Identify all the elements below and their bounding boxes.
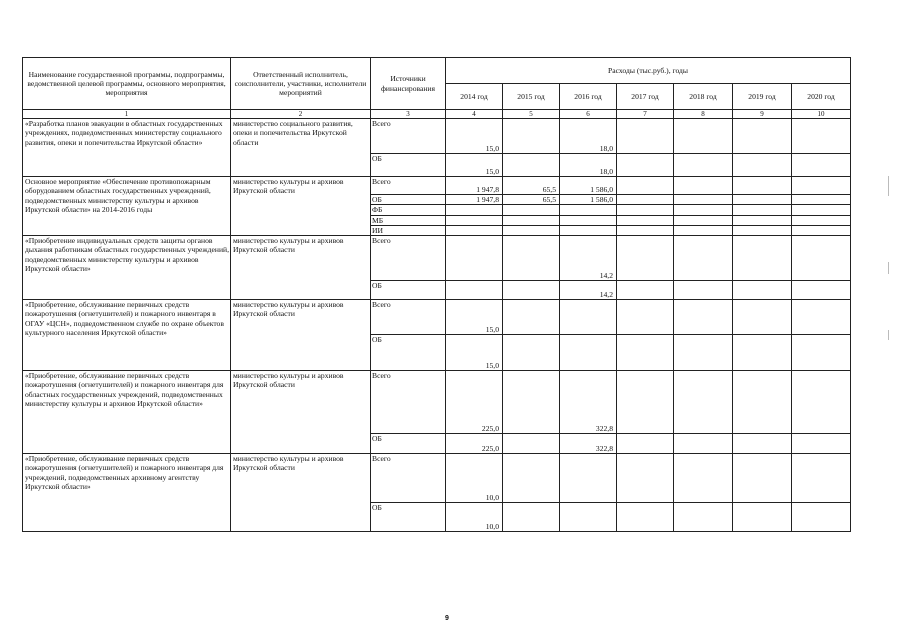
expense-value <box>674 503 733 532</box>
expense-value <box>446 205 503 215</box>
expense-value: 1 947,8 <box>446 177 503 195</box>
expense-value: 15,0 <box>446 154 503 177</box>
expense-value <box>674 300 733 335</box>
expense-value <box>733 205 792 215</box>
funding-source: ФБ <box>371 205 446 215</box>
expense-value <box>733 215 792 225</box>
column-number: 2 <box>231 110 371 119</box>
expense-value <box>617 215 674 225</box>
expense-value <box>733 195 792 205</box>
expense-value: 14,2 <box>560 281 617 300</box>
executor: министерство культуры и архивов Иркутской области <box>231 454 371 532</box>
expense-value <box>503 454 560 503</box>
expense-value <box>503 119 560 154</box>
executor: министерство социального развития, опеки и попечительства Иркутской области <box>231 119 371 177</box>
measure-name: Основное мероприятие «Обеспечение противопожарным оборудованием областных государственных учреждений, подведомственных министерству культуры и архивов Иркутской области» на 2014-2016 годы <box>23 177 231 236</box>
expense-value <box>617 503 674 532</box>
expense-value <box>503 503 560 532</box>
expense-value <box>674 205 733 215</box>
expense-value: 15,0 <box>446 300 503 335</box>
scan-edge-mark <box>888 330 889 340</box>
header-year: 2017 год <box>617 84 674 110</box>
expense-value <box>617 225 674 235</box>
expense-value <box>792 215 851 225</box>
scan-edge-mark <box>888 176 889 196</box>
funding-source: Всего <box>371 177 446 195</box>
expense-value: 225,0 <box>446 434 503 454</box>
table-body <box>23 119 851 532</box>
expense-value: 65,5 <box>503 177 560 195</box>
expense-value <box>503 225 560 235</box>
expense-value <box>617 371 674 434</box>
funding-source: Всего <box>371 236 446 281</box>
expense-value <box>617 335 674 371</box>
column-number: 1 <box>23 110 231 119</box>
expense-value <box>560 335 617 371</box>
measure-name: «Приобретение индивидуальных средств защиты органов дыхания работникам областных государственных учреждений, подведомственных министерству культуры и архивов Иркутской области» <box>23 236 231 300</box>
measure-name: «Приобретение, обслуживание первичных средств пожаротушения (огнетушителей) и пожарного инвентаря в ОГАУ «ЦСН», подведомственном службе по охране объектов культурного населения Иркутской области» <box>23 300 231 371</box>
expense-value <box>792 236 851 281</box>
table-row <box>23 119 851 154</box>
expense-value <box>560 300 617 335</box>
funding-source: Всего <box>371 371 446 434</box>
expense-value <box>560 503 617 532</box>
header-funding-source: Источники финансирования <box>371 58 446 110</box>
expense-value: 10,0 <box>446 503 503 532</box>
column-number: 4 <box>446 110 503 119</box>
expense-value: 10,0 <box>446 454 503 503</box>
expense-value <box>792 154 851 177</box>
expense-value <box>674 434 733 454</box>
header-expenses: Расходы (тыс.руб.), годы <box>446 58 851 84</box>
column-number: 9 <box>733 110 792 119</box>
column-number: 5 <box>503 110 560 119</box>
expense-value <box>733 177 792 195</box>
expense-value <box>792 195 851 205</box>
expense-value <box>733 434 792 454</box>
expense-value <box>617 195 674 205</box>
header-year: 2018 год <box>674 84 733 110</box>
expense-value <box>733 236 792 281</box>
expense-value <box>617 154 674 177</box>
expense-value <box>674 177 733 195</box>
expense-value <box>617 236 674 281</box>
expense-value: 14,2 <box>560 236 617 281</box>
expense-value: 18,0 <box>560 154 617 177</box>
expense-value <box>503 205 560 215</box>
expense-value <box>503 300 560 335</box>
expense-value <box>733 371 792 434</box>
expense-value <box>503 154 560 177</box>
expense-value <box>733 454 792 503</box>
expense-value <box>792 503 851 532</box>
expense-value <box>617 177 674 195</box>
expense-value <box>560 205 617 215</box>
expense-value <box>617 434 674 454</box>
funding-source: ОБ <box>371 335 446 371</box>
expense-value <box>674 215 733 225</box>
header-year: 2014 год <box>446 84 503 110</box>
measure-name: «Приобретение, обслуживание первичных средств пожаротушения (огнетушителей) и пожарного инвентаря для учреждений, подведомственных архивному агентству Иркутской области» <box>23 454 231 532</box>
expense-value <box>792 119 851 154</box>
funding-source: МБ <box>371 215 446 225</box>
funding-source: Всего <box>371 119 446 154</box>
header-program-name: Наименование государственной программы, подпрограммы, ведомственной целевой программы, основного мероприятия, мероприятия <box>23 58 231 110</box>
expense-value <box>792 177 851 195</box>
expense-value <box>733 503 792 532</box>
expense-value: 15,0 <box>446 335 503 371</box>
expense-value <box>792 454 851 503</box>
expense-value <box>733 154 792 177</box>
table-row <box>23 454 851 503</box>
expense-value <box>674 195 733 205</box>
expense-value <box>560 215 617 225</box>
funding-source: ОБ <box>371 434 446 454</box>
header-year: 2020 год <box>792 84 851 110</box>
expense-value <box>503 335 560 371</box>
expense-value <box>503 215 560 225</box>
expense-value <box>792 281 851 300</box>
expense-value <box>792 225 851 235</box>
expense-value <box>733 119 792 154</box>
funding-source: ИИ <box>371 225 446 235</box>
measure-name: «Разработка планов эвакуации в областных государственных учреждениях, подведомственных министерству социального развития, опеки и попечительства Иркутской области» <box>23 119 231 177</box>
expense-value <box>503 371 560 434</box>
table-row <box>23 371 851 434</box>
expense-value <box>503 281 560 300</box>
funding-source: ОБ <box>371 154 446 177</box>
expense-value <box>617 205 674 215</box>
expense-value <box>674 154 733 177</box>
funding-source: Всего <box>371 300 446 335</box>
column-number: 10 <box>792 110 851 119</box>
table-row <box>23 300 851 335</box>
expense-value <box>560 454 617 503</box>
column-number: 7 <box>617 110 674 119</box>
expense-value <box>792 371 851 434</box>
expense-value: 1 586,0 <box>560 177 617 195</box>
expense-value <box>733 300 792 335</box>
expense-value <box>617 300 674 335</box>
table-row <box>23 236 851 281</box>
header-executor: Ответственный исполнитель, соисполнители, участники, исполнители мероприятий <box>231 58 371 110</box>
column-number: 6 <box>560 110 617 119</box>
expense-value <box>792 205 851 215</box>
expense-value: 18,0 <box>560 119 617 154</box>
expense-value <box>674 236 733 281</box>
column-number: 3 <box>371 110 446 119</box>
executor: министерство культуры и архивов Иркутской области <box>231 177 371 236</box>
expense-value: 322,8 <box>560 434 617 454</box>
expense-value <box>674 281 733 300</box>
expense-value: 322,8 <box>560 371 617 434</box>
expense-value <box>792 300 851 335</box>
expense-value <box>503 434 560 454</box>
expense-value <box>617 454 674 503</box>
executor: министерство культуры и архивов Иркутской области <box>231 300 371 371</box>
expense-value <box>733 281 792 300</box>
expense-value: 225,0 <box>446 371 503 434</box>
expense-value <box>446 236 503 281</box>
header-year: 2015 год <box>503 84 560 110</box>
funding-source: ОБ <box>371 195 446 205</box>
expense-value <box>617 281 674 300</box>
expense-value <box>617 119 674 154</box>
expense-value: 1 586,0 <box>560 195 617 205</box>
expense-value: 65,5 <box>503 195 560 205</box>
expense-value <box>792 335 851 371</box>
scan-edge-mark <box>888 262 889 274</box>
funding-source: Всего <box>371 454 446 503</box>
expense-value <box>733 225 792 235</box>
executor: министерство культуры и архивов Иркутской области <box>231 371 371 454</box>
expense-value <box>674 454 733 503</box>
expense-value <box>792 434 851 454</box>
header-year: 2016 год <box>560 84 617 110</box>
expense-value <box>560 225 617 235</box>
expense-value <box>674 371 733 434</box>
expense-value: 15,0 <box>446 119 503 154</box>
expense-value <box>446 215 503 225</box>
expense-value <box>674 335 733 371</box>
expense-value <box>733 335 792 371</box>
expenses-table <box>22 57 851 532</box>
column-number: 8 <box>674 110 733 119</box>
column-number-row <box>23 110 851 119</box>
funding-source: ОБ <box>371 503 446 532</box>
expense-value <box>674 119 733 154</box>
funding-source: ОБ <box>371 281 446 300</box>
measure-name: «Приобретение, обслуживание первичных средств пожаротушения (огнетушителей) и пожарного инвентаря для областных государственных учреждений, подведомственных министерству культуры и архивов Иркутской области» <box>23 371 231 454</box>
executor: министерство культуры и архивов Иркутской области <box>231 236 371 300</box>
expense-value: 1 947,8 <box>446 195 503 205</box>
expense-value <box>503 236 560 281</box>
page-number: 9 <box>445 615 449 622</box>
expense-value <box>446 225 503 235</box>
expense-value <box>674 225 733 235</box>
table-row <box>23 177 851 195</box>
expense-value <box>446 281 503 300</box>
header-year: 2019 год <box>733 84 792 110</box>
